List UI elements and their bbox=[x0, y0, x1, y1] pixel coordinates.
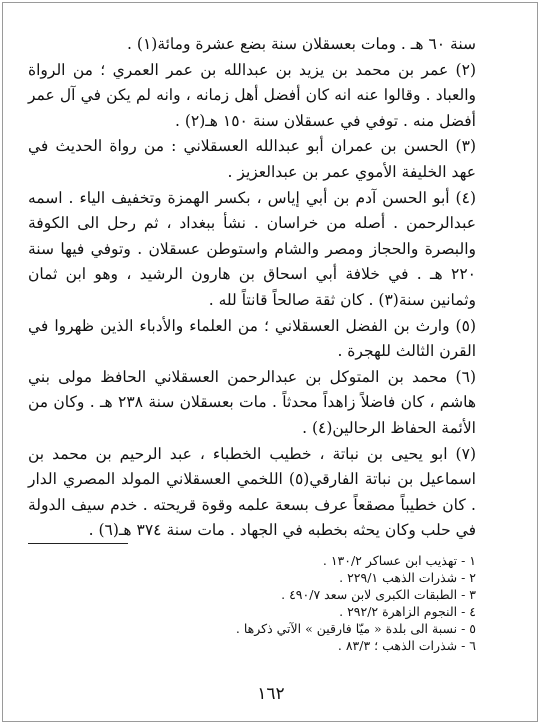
footnote-2: ٢ - شذرات الذهب ٢٢٩/١ . bbox=[339, 570, 476, 585]
footnote-separator bbox=[28, 543, 128, 544]
footnote-1: ١ - تهذيب ابن عساكر ١٣٠/٢ . bbox=[322, 553, 476, 568]
paragraph-6-muhammad-bin-al-mutawakkil: (٦) محمد بن المتوكل بن عبدالرحمن العسقلاني الحافظ مولى بني هاشم ، كان فاضلاً زاهداً محدثاً . مات بعسقلان سنة ٢٣٨ هـ . وكان من الأئمة الحفاظ الرحالين(٤) . bbox=[28, 367, 477, 437]
footnote-4: ٤ - النجوم الزاهرة ٢٩٢/٢ . bbox=[339, 604, 476, 619]
paragraph-3-al-hasan-bin-imran: (٣) الحسن بن عمران أبو عبدالله العسقلاني : من رواة الحديث في عهد الخليفة الأموي عمر بن عبدالعزيز . bbox=[28, 137, 476, 181]
footnote-5: ٥ - نسبة الى بلدة « ميّا فارقين » الآتي ذكرها . bbox=[235, 621, 476, 636]
paragraph-7-abu-yahya-bin-nubata: (٧) ابو يحيى بن نباتة ، خطيب الخطباء ، عبد الرحيم بن محمد بن اسماعيل بن نباتة الفارقي(٥) اللخمي العسقلاني المولد المصري الدار . كان خطيباً مصقعاً عرف بسعة علمه وقوة قريحته . خدم سيف الدولة في حلب وكان يحثه بخطبه في الجهاد . مات سنة ٣٧٤ هـ(٦) . bbox=[28, 444, 476, 540]
main-text bbox=[28, 32, 476, 544]
paragraph-4-adam-bin-abi-iyas: (٤) أبو الحسن آدم بن أبي إياس ، بكسر الهمزة وتخفيف الياء . اسمه عبدالرحمن . أصله من خراسان . نشأ ببغداد ، ثم رحل الى الكوفة والبصرة والحجاز ومصر والشام واستوطن عسقلان . وتوفي فيها سنة ٢٢٠ هـ . في خلافة أبي اسحاق بن هارون الرشيد ، وهو ابن ثمان وثمانين سنة(٣) . كان ثقة صالحاً قانتاً لله . bbox=[28, 188, 476, 309]
page-number: ١٦٢ bbox=[257, 684, 285, 704]
paragraph-intro: سنة ٦٠ هـ . ومات بعسقلان سنة بضع عشرة ومائة(١) . bbox=[127, 35, 476, 53]
footnote-3: ٣ - الطبقات الكبرى لابن سعد ٤٩٠/٧ . bbox=[281, 587, 476, 602]
paragraph-2-umar-al-umari: (٢) عمر بن محمد بن يزيد بن عبدالله بن عمر العمري ؛ من الرواة والعباد . وقالوا عنه انه كان أفضل أهل زمانه ، وانه لم يكن في آل عمر أفضل منه . توفي في عسقلان سنة ١٥٠ هـ(٢) . bbox=[28, 60, 476, 130]
footnotes bbox=[176, 552, 476, 654]
paragraph-5-warith-bin-al-fadl: (٥) وارث بن الفضل العسقلاني ؛ من العلماء والأدباء الذين ظهروا في القرن الثالث للهجرة . bbox=[28, 316, 476, 361]
footnote-6: ٦ - شذرات الذهب ؛ ٨٣/٣ . bbox=[337, 638, 476, 653]
